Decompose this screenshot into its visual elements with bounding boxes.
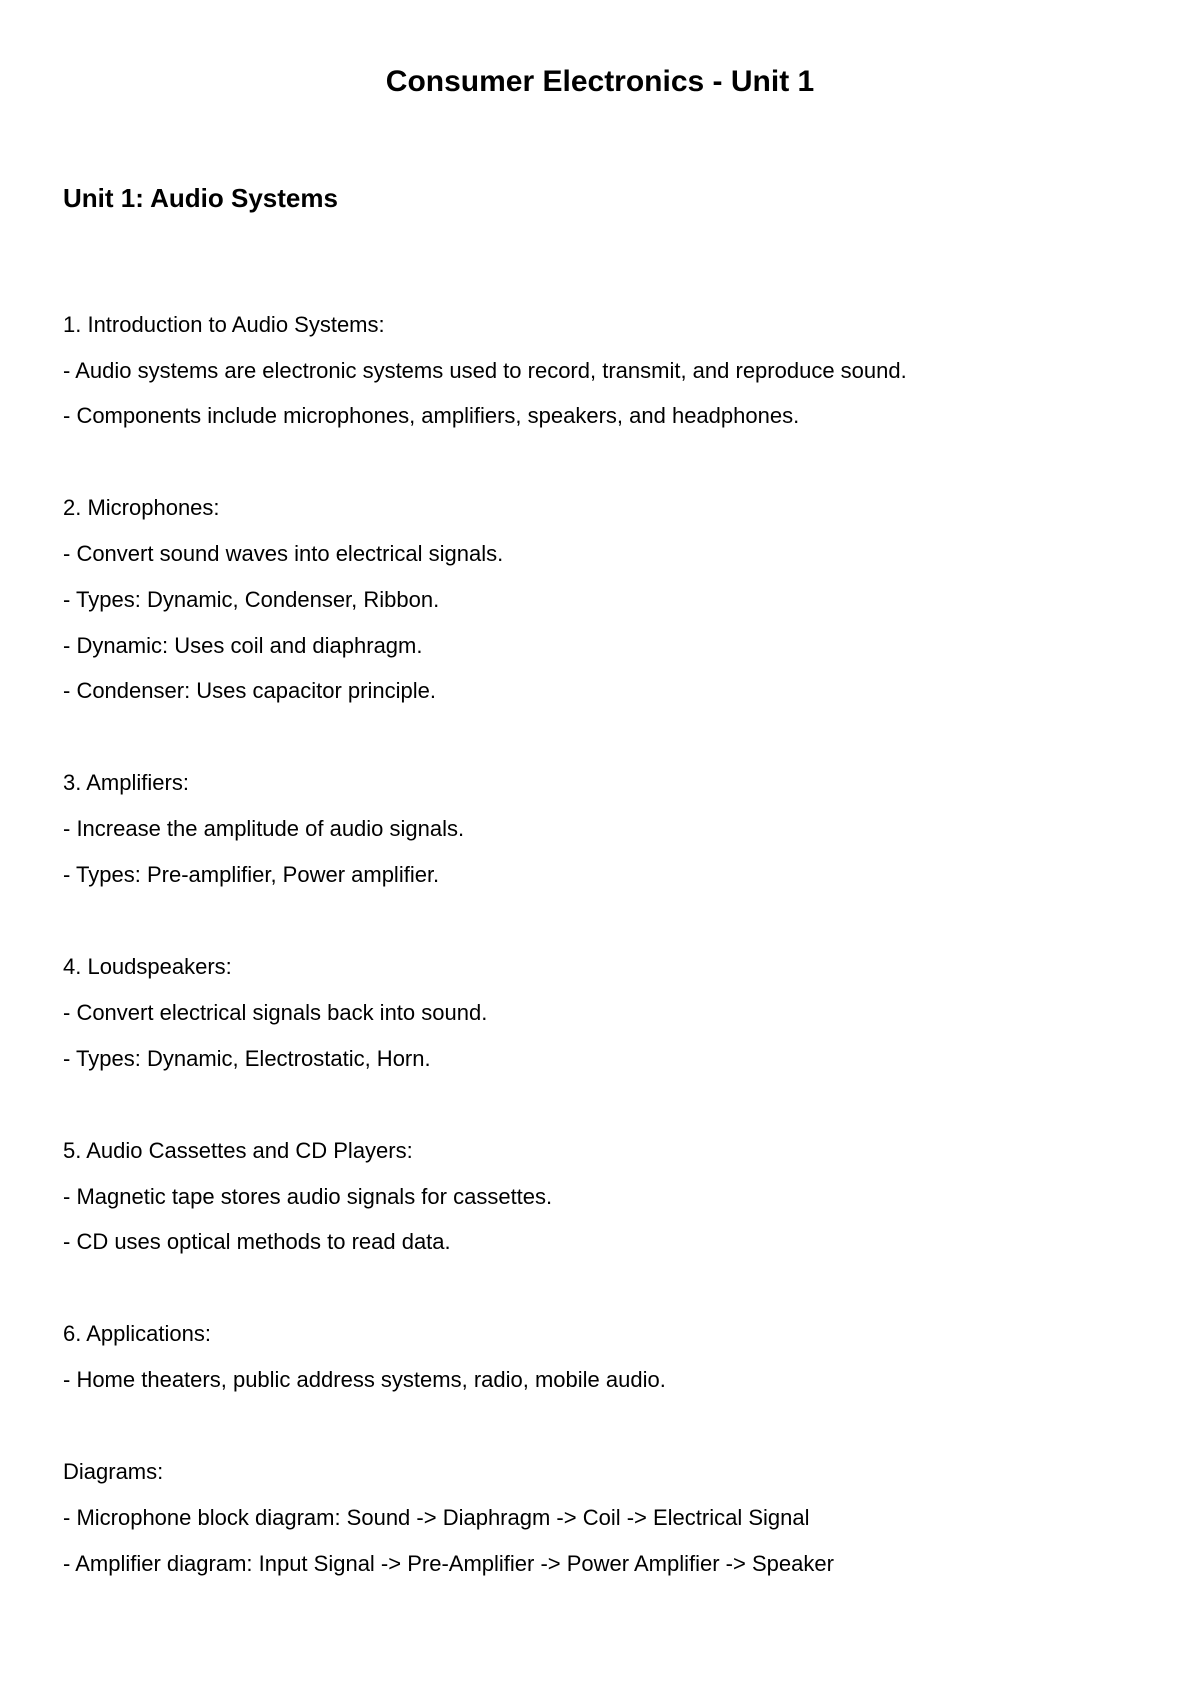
section-heading: 1. Introduction to Audio Systems:: [63, 312, 385, 337]
bullet-item: - Types: Dynamic, Condenser, Ribbon.: [63, 587, 440, 612]
bullet-item: - Home theaters, public address systems, radio, mobile audio.: [63, 1367, 666, 1392]
bullet-item: - Microphone block diagram: Sound -> Diaphragm -> Coil -> Electrical Signal: [63, 1505, 810, 1530]
section-heading: 3. Amplifiers:: [63, 770, 189, 795]
bullet-item: - Magnetic tape stores audio signals for cassettes.: [63, 1184, 553, 1209]
document-title: Consumer Electronics - Unit 1: [385, 65, 815, 98]
section-heading: Diagrams:: [63, 1459, 164, 1484]
section-heading: 5. Audio Cassettes and CD Players:: [63, 1138, 413, 1163]
bullet-item: - Components include microphones, amplifiers, speakers, and headphones.: [63, 403, 800, 428]
section-heading: 2. Microphones:: [63, 495, 220, 520]
section-heading: 4. Loudspeakers:: [63, 954, 232, 979]
bullet-item: - CD uses optical methods to read data.: [63, 1229, 451, 1254]
bullet-item: - Increase the amplitude of audio signals.: [63, 816, 465, 841]
bullet-item: - Types: Pre-amplifier, Power amplifier.: [63, 862, 440, 887]
bullet-item: - Convert electrical signals back into sound.: [63, 1000, 488, 1025]
unit-heading: Unit 1: Audio Systems: [63, 183, 338, 213]
bullet-item: - Convert sound waves into electrical signals.: [63, 541, 504, 566]
bullet-item: - Types: Dynamic, Electrostatic, Horn.: [63, 1046, 431, 1071]
bullet-item: - Audio systems are electronic systems used to record, transmit, and reproduce sound.: [63, 358, 907, 383]
bullet-item: - Amplifier diagram: Input Signal -> Pre-Amplifier -> Power Amplifier -> Speaker: [63, 1551, 834, 1576]
bullet-item: - Condenser: Uses capacitor principle.: [63, 678, 436, 703]
section-heading: 6. Applications:: [63, 1321, 211, 1346]
bullet-item: - Dynamic: Uses coil and diaphragm.: [63, 633, 423, 658]
